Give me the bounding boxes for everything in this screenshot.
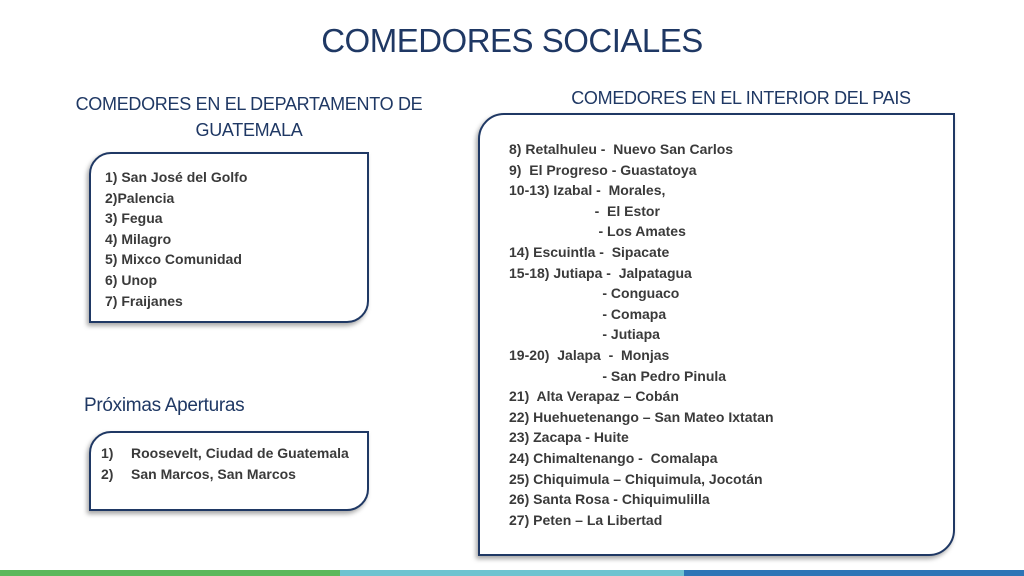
list-item: 22) Huehuetenango – San Mateo Ixtatan [509,408,774,425]
list-item-text: San Marcos, San Marcos [131,465,296,482]
guatemala-department-heading: COMEDORES EN EL DEPARTAMENTO DE GUATEMALA [75,94,423,140]
list-item [101,443,367,464]
list-item-number: 1) [101,445,114,461]
list-item: 19-20) Jalapa - Monjas [509,346,670,363]
list-item: 9) El Progreso - Guastatoya [509,161,697,178]
list-item: 24) Chimaltenango - Comalapa [509,449,718,466]
list-item: 10-13) Izabal - Morales, [509,182,666,199]
list-item: 27) Peten – La Libertad [509,511,663,528]
guatemala-department-list [105,167,367,311]
bottom-decorative-bar [0,570,1024,576]
list-item: 21) Alta Verapaz – Cobán [509,388,679,405]
list-item: - Comapa [509,305,667,322]
list-item-text: Roosevelt, Ciudad de Guatemala [131,445,349,461]
list-item: 23) Zacapa - Huite [509,429,629,446]
interior-country-box [478,113,955,556]
list-item: - San Pedro Pinula [509,367,727,384]
list-item: 2)Palencia [105,189,175,206]
bar-segment-blue [684,570,1024,576]
interior-country-heading: COMEDORES EN EL INTERIOR DEL PAIS [571,88,911,108]
list-item: - Los Amates [509,223,686,240]
list-item: 15-18) Jutiapa - Jalpatagua [509,264,692,281]
list-item: - Conguaco [509,285,680,302]
list-item: 14) Escuintla - Sipacate [509,243,670,260]
upcoming-openings-heading: Próximas Aperturas [84,395,245,416]
list-item: 7) Fraijanes [105,292,183,309]
list-item-number: 2) [101,465,114,482]
list-item: - El Estor [509,202,660,219]
upcoming-openings-list [101,443,367,484]
interior-country-list [509,139,953,530]
list-item: 3) Fegua [105,210,163,227]
bar-segment-green [0,570,340,576]
list-item: 8) Retalhuleu - Nuevo San Carlos [509,141,734,157]
guatemala-department-box [89,152,369,323]
list-item: 1) San José del Golfo [105,169,248,185]
page-title: COMEDORES SOCIALES [321,22,703,59]
list-item: - Jutiapa [509,326,660,343]
list-item [101,464,367,485]
list-item: 5) Mixco Comunidad [105,251,242,268]
bar-segment-teal [340,570,684,576]
list-item: 25) Chiquimula – Chiquimula, Jocotán [509,470,763,487]
list-item: 4) Milagro [105,230,172,247]
list-item: 6) Unop [105,271,158,288]
list-item: 26) Santa Rosa - Chiquimulilla [509,491,710,508]
upcoming-openings-box [89,431,369,511]
